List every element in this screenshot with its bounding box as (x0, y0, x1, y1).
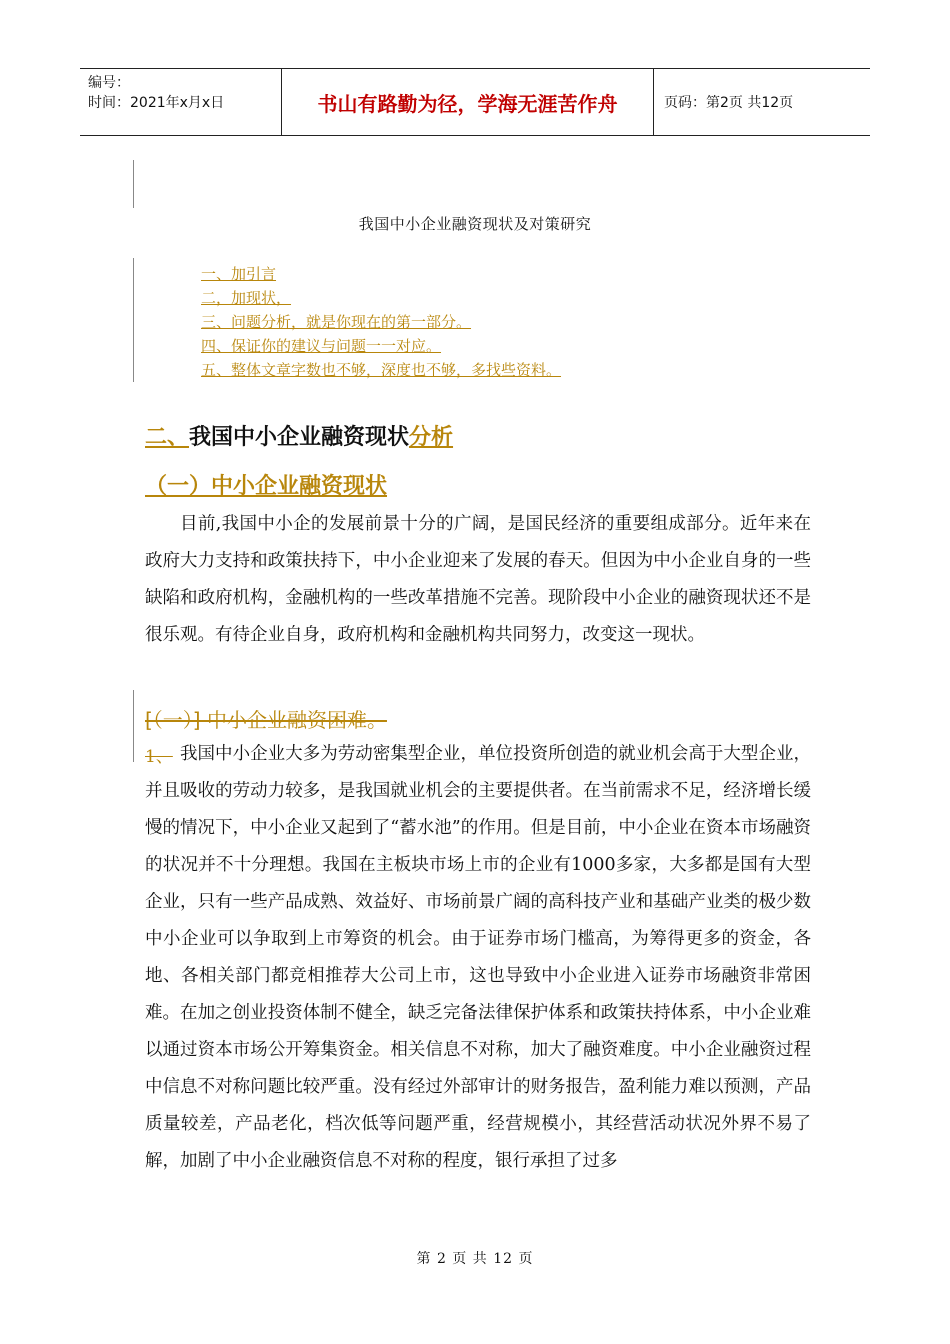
revision-bar (133, 160, 134, 208)
deleted-list-marker: 1、 (145, 747, 173, 767)
comment-item: 五、整体文章字数也不够，深度也不够，多找些资料。 (201, 361, 562, 379)
document-title: 我国中小企业融资现状及对策研究 (358, 215, 592, 233)
body-paragraph: 我国中小企业大多为劳动密集型企业，单位投资所创造的就业机会高于大型企业，并且吸收的劳动力较多，是我国就业机会的主要提供者。在当前需求不足，经济增长缓慢的情况下，中小企业又起到了“蓄水池”的作用。但是目前，中小企业在资本市场融资的状况并不十分理想。我国在主板块市场上市的企业有1000多家，大多都是国有大型企业，只有一些产品成熟、效益好、市场前景广阔的高科技产业和基础产业类的极少数中小企业可以争取到上市筹资的机会。由于证券市场门槛高，为筹得更多的资金，各地、各相关部门都竞相推荐大公司上市，这也导致中小企业进入证券市场融资非常困难。在加之创业投资体制不健全，缺乏完备法律保护体系和政策扶持体系，中小企业难以通过资本市场公开筹集资金。相关信息不对称，加大了融资难度。中小企业融资过程中信息不对称问题比较严重。没有经过外部审计的财务报告，盈利能力难以预测，产品质量较差，产品老化，档次低等问题严重，经营规模小，其经营活动状况外界不易了解，加剧了中小企业融资信息不对称的程度，银行承担了过多 (145, 744, 811, 1171)
body-paragraph: 目前,我国中小企的发展前景十分的广阔，是国民经济的重要组成部分。近年来在政府大力支持和政策扶持下，中小企业迎来了发展的春天。但因为中小企业自身的一些缺陷和政府机构，金融机构的一些改革措施不完善。现阶段中小企业的融资现状还不是很乐观。有待企业自身，政府机构和金融机构共同努力，改变这一现状。 (145, 514, 811, 645)
header-meta (80, 69, 282, 135)
revision-bar (133, 690, 134, 762)
inserted-suffix: 分析 (409, 425, 454, 450)
comment-item: 一、加引言 (201, 265, 277, 283)
section-heading-text: 我国中小企业融资现状 (189, 425, 410, 450)
comment-item: 四、保证你的建议与问题一一对应。 (201, 337, 442, 355)
header-page-info: 页码：第2页 共12页 (664, 95, 794, 111)
time-label: 时间：2021年x月x日 (88, 95, 225, 111)
section-heading (145, 420, 453, 451)
comment-item: 三、问题分析，就是你现在的第一部分。 (201, 313, 472, 331)
header-motto: 书山有路勤为径，学海无涯苦作舟 (282, 69, 654, 135)
inserted-prefix: 二、 (145, 425, 190, 450)
revision-comments (201, 262, 561, 382)
revision-bar (133, 258, 134, 382)
number-label: 编号： (88, 75, 130, 91)
comment-item: 二，加现状， (201, 289, 292, 307)
document-header (80, 68, 870, 136)
page-footer: 第 2 页 共 12 页 (416, 1251, 534, 1267)
subsection-heading: （一）中小企业融资现状 (145, 474, 388, 499)
deleted-heading: [（一）] 中小企业融资困难。 (145, 708, 387, 732)
